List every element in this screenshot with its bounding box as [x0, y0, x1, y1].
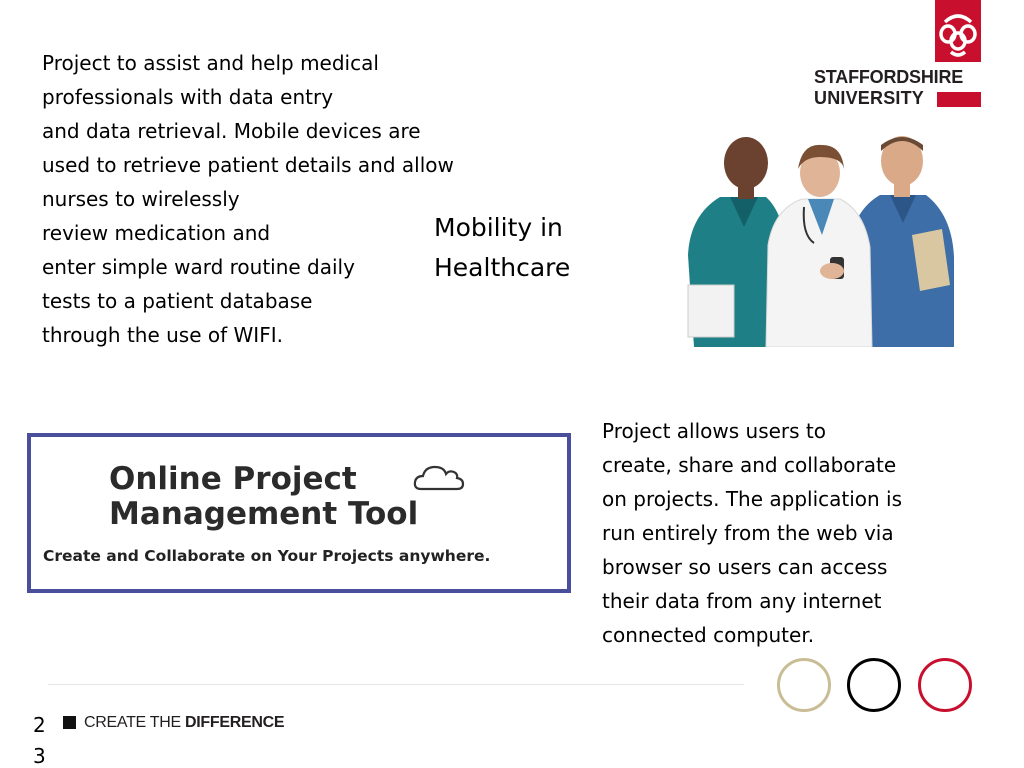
decorative-circle-black	[847, 658, 901, 712]
page-number-line1: 2	[33, 713, 46, 737]
body-line: Project allows users to	[602, 419, 827, 443]
body-paragraph	[602, 414, 902, 652]
slide-heading	[434, 208, 570, 288]
footer-square-icon	[63, 716, 76, 729]
intro-line: enter simple ward routine daily	[42, 255, 355, 279]
body-line: browser so users can access	[602, 555, 888, 579]
body-line: on projects. The application is	[602, 487, 903, 511]
body-line: their data from any internet	[602, 589, 882, 613]
project-management-banner	[27, 433, 571, 593]
intro-paragraph	[42, 46, 454, 352]
intro-line: nurses to wirelessly	[42, 187, 240, 211]
heading-line: Healthcare	[434, 253, 571, 282]
intro-line: through the use of WIFI.	[42, 323, 283, 347]
logo-text-line2: UNIVERSITY	[814, 88, 925, 108]
footer-tagline	[84, 714, 284, 732]
banner-title-line1: Online Project	[109, 461, 357, 497]
intro-line: and data retrieval. Mobile devices are	[42, 119, 421, 143]
tagline-bold: DIFFERENCE	[185, 714, 285, 731]
logo-red-bar	[937, 92, 981, 107]
body-line: run entirely from the web via	[602, 521, 894, 545]
footer-divider	[48, 684, 744, 685]
cloud-icon	[413, 463, 465, 493]
intro-line: used to retrieve patient details and allow	[42, 153, 454, 177]
decorative-circle-red	[918, 658, 972, 712]
medical-staff-photo	[680, 135, 958, 347]
tagline-regular: CREATE THE	[84, 714, 186, 731]
banner-subtitle: Create and Collaborate on Your Projects anywhere.	[43, 547, 491, 565]
page-number-line2: 3	[33, 744, 46, 768]
intro-line: professionals with data entry	[42, 85, 334, 109]
banner-title-line2: Management Tool	[109, 496, 419, 532]
intro-line: review medication and	[42, 221, 271, 245]
intro-line: Project to assist and help medical	[42, 51, 379, 75]
decorative-circle-gold	[777, 658, 831, 712]
heading-line: Mobility in	[434, 213, 563, 242]
logo-text-line1: STAFFORDSHIRE	[814, 67, 964, 87]
body-line: connected computer.	[602, 623, 815, 647]
university-crest-icon	[935, 0, 981, 62]
body-line: create, share and collaborate	[602, 453, 897, 477]
intro-line: tests to a patient database	[42, 289, 313, 313]
